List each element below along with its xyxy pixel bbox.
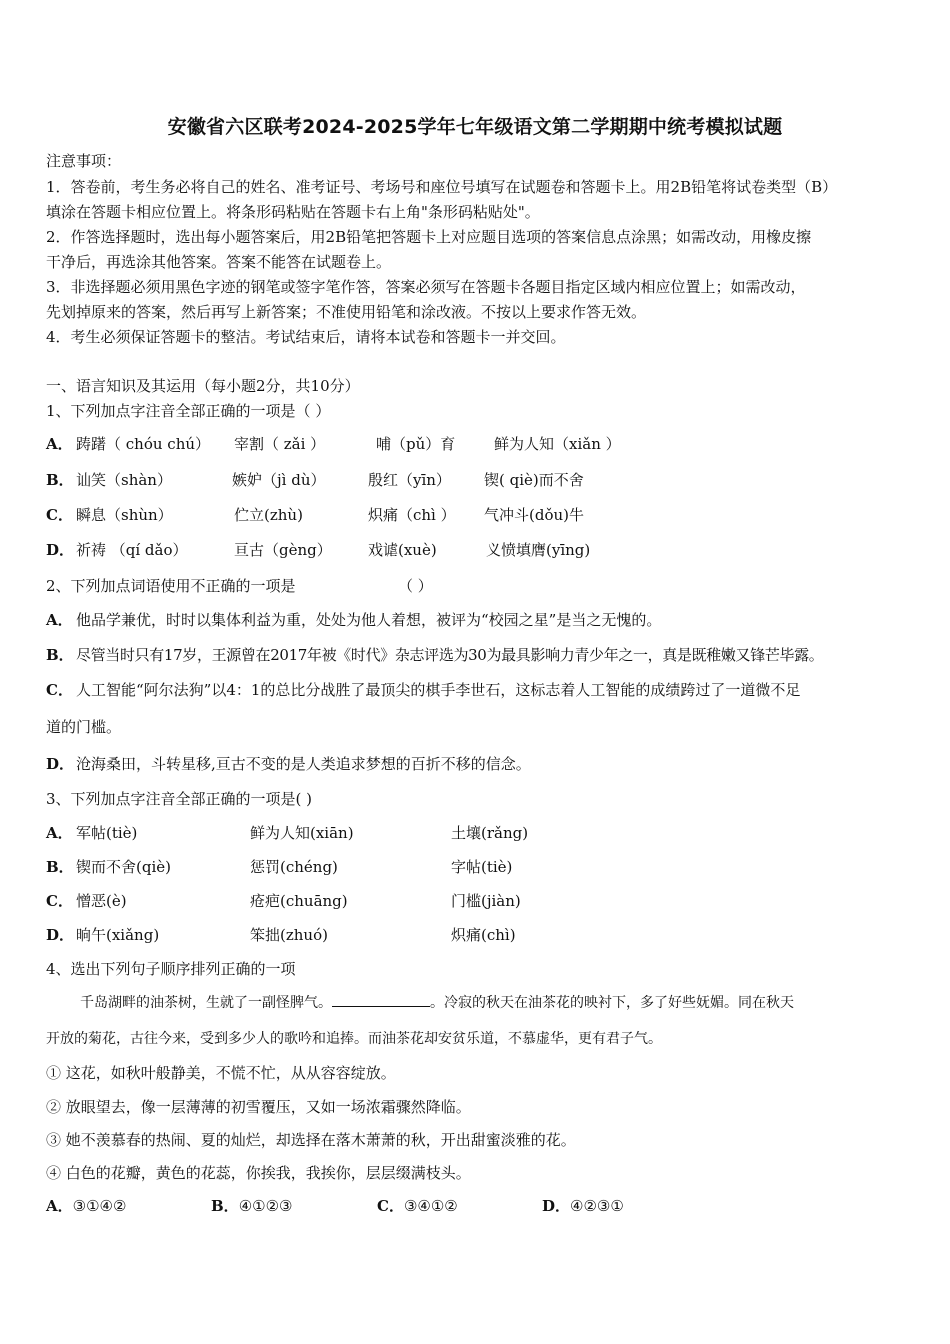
notice-line: 先划掉原来的答案，然后再写上新答案；不准使用铅笔和涂改液。不按以上要求作答无效。 [46,303,647,321]
option-item: 鲜为人知（xiǎn ） [494,435,621,453]
option-item: 门槛(jiàn) [451,892,521,910]
question-4-sentence: ④ 白色的花瓣，黄色的花蕊，你挨我，我挨你，层层缀满枝头。 [46,1164,471,1182]
option-item: 土壤(rǎng) [451,824,529,842]
page-title: 安徽省六区联考2024-2025学年七年级语文第二学期期中统考模拟试题 [167,116,783,138]
notice-heading: 注意事项： [46,152,122,170]
option-label: C． [46,681,73,699]
option-text: 他品学兼优，时时以集体利益为重，处处为他人着想，被评为“校园之星”是当之无愧的。 [76,611,662,629]
option-item: 亘古（gèng） [234,541,332,559]
question-4-passage [80,992,794,1013]
option-item: 祈祷 （qí dǎo） [76,541,188,559]
option-item: 瞬息（shùn） [76,506,173,524]
option-text: 沧海桑田，斗转星移,亘古不变的是人类追求梦想的百折不移的信念。 [76,755,531,773]
option-item: 疮疤(chuāng) [250,892,348,910]
option-label: A． [46,611,73,629]
option-item: 军帖(tiè) [76,824,138,842]
notice-line: 干净后，再选涂其他答案。答案不能答在试题卷上。 [46,253,392,271]
option-item: 讪笑（shàn） [76,471,172,489]
option-item: 哺（pǔ）育 [376,435,456,453]
notice-line: 1．答卷前，考生务必将自己的姓名、准考证号、考场号和座位号填写在试题卷和答题卡上。用2B铅笔将试卷类型（B） [46,178,838,196]
option-text: 人工智能“阿尔法狗”以4：1的总比分战胜了最顶尖的棋手李世石，这标志着人工智能的成绩跨过了一道微不足 [76,681,801,699]
option-item: 憎恶(è) [76,892,127,910]
question-4-sentence: ① 这花，如秋叶般静美，不慌不忙，从从容容绽放。 [46,1064,396,1082]
passage-text: 千岛湖畔的油茶树，生就了一副怪脾气。 [80,995,332,1011]
option-label: C． [46,892,73,910]
option-item: 踌躇（ chóu chú） [76,435,211,453]
notice-line: 填涂在答题卡相应位置上。将条形码粘贴在答题卡右上角"条形码粘贴处"。 [46,203,540,221]
option-text: 尽管当时只有17岁，王源曾在2017年被《时代》杂志评选为30为最具影响力青少年之一，真是既稚嫩又锋芒毕露。 [76,646,824,664]
question-2-stem-text: 2、下列加点词语使用不正确的一项是 [46,577,296,595]
option-label: A． [46,824,73,842]
option-item: 殷红（yīn） [368,471,451,489]
choice-text: ③④①② [403,1197,458,1215]
choice-label: C． [377,1197,404,1215]
option-item: 鲜为人知(xiān) [250,824,354,842]
fill-blank[interactable] [332,992,430,1007]
choice-text: ④①②③ [238,1197,293,1215]
question-1-stem: 1、下列加点字注音全部正确的一项是（ ） [46,402,331,420]
option-item: 气冲斗(dǒu)牛 [484,506,584,524]
choice-c[interactable] [377,1196,458,1216]
passage-text: 。冷寂的秋天在油茶花的映衬下，多了好些妩媚。同在秋天 [430,995,794,1011]
option-item: 宰割（ zǎi ） [234,435,326,453]
option-item: 晌午(xiǎng) [76,926,160,944]
option-label: D． [46,755,75,773]
question-4-sentence: ③ 她不羡慕春的热闹、夏的灿烂，却选择在落木萧萧的秋，开出甜蜜淡雅的花。 [46,1131,576,1149]
option-item: 锲而不舍(qiè) [76,858,171,876]
choice-text: ④②③① [570,1197,624,1215]
option-item: 字帖(tiè) [451,858,513,876]
section-heading: 一、语言知识及其运用（每小题2分，共10分） [46,377,360,395]
option-item: 炽痛（chì ） [368,506,456,524]
choice-label: A． [46,1197,73,1215]
choice-text: ③①④② [72,1197,127,1215]
choice-label: D． [542,1197,571,1215]
option-item: 笨拙(zhuó) [250,926,328,944]
notice-line: 3．非选择题必须用黑色字迹的钢笔或签字笔作答，答案必须写在答题卡各题目指定区域内相应位置上；如需改动， [46,278,806,296]
question-4-sentence: ② 放眼望去，像一层薄薄的初雪覆压，又如一场浓霜骤然降临。 [46,1098,471,1116]
notice-line: 2．作答选择题时，选出每小题答案后，用2B铅笔把答题卡上对应题目选项的答案信息点涂黑；如需改动，用橡皮擦 [46,228,812,246]
option-label: B． [46,646,74,664]
notice-line: 4．考生必须保证答题卡的整洁。考试结束后，请将本试卷和答题卡一并交回。 [46,328,566,346]
option-label: B． [46,858,74,876]
option-item: 惩罚(chéng) [250,858,338,876]
answer-paren: （ ） [398,577,433,595]
option-item: 伫立(zhù) [234,506,303,524]
option-label: B． [46,471,74,489]
option-label: C． [46,506,73,524]
question-4-passage-cont: 开放的菊花，古往今来，受到多少人的歌吟和追捧。而油茶花却安贫乐道，不慕虚华，更有君子气。 [46,1031,662,1047]
option-text: 道的门槛。 [46,718,122,736]
choice-label: B． [211,1197,239,1215]
option-label: D． [46,541,75,559]
question-4-stem: 4、选出下列句子顺序排列正确的一项 [46,960,296,978]
choice-d[interactable] [542,1196,624,1216]
question-3-stem: 3、下列加点字注音全部正确的一项是( ) [46,790,313,808]
option-label: A． [46,435,73,453]
option-item: 嫉妒（jì dù） [232,471,326,489]
choice-a[interactable] [46,1196,126,1216]
option-label: D． [46,926,75,944]
option-item: 义愤填膺(yīng) [486,541,591,559]
option-item: 锲( qiè)而不舍 [484,471,584,489]
option-item: 炽痛(chì) [451,926,516,944]
choice-b[interactable] [211,1196,292,1216]
option-item: 戏谑(xuè) [368,541,437,559]
